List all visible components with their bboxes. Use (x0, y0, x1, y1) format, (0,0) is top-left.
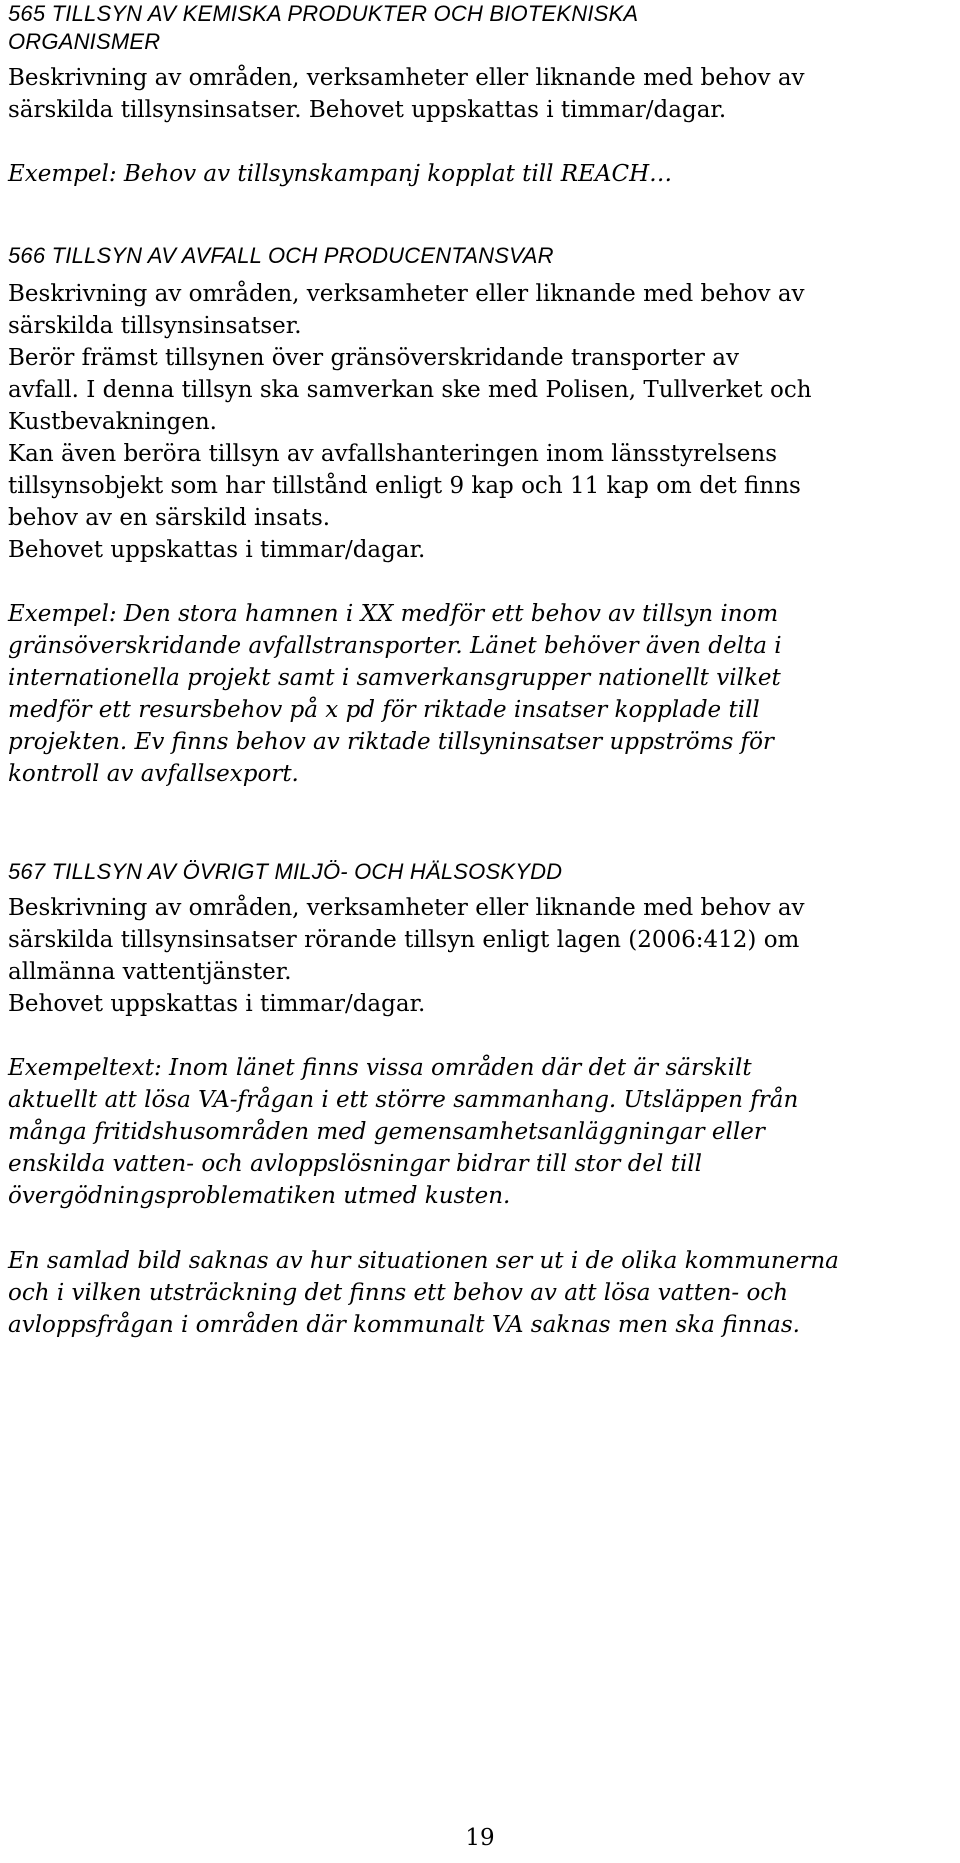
text-line: övergödningsproblematiken utmed kusten. (8, 1183, 511, 1209)
text-line: Beskrivning av områden, verksamheter eller liknande med behov av (8, 281, 805, 307)
text-line: enskilda vatten- och avloppslösningar bidrar till stor del till (8, 1151, 703, 1177)
heading-line: 566 TILLSYN AV AVFALL OCH PRODUCENTANSVAR (8, 243, 554, 268)
heading-line: 565 TILLSYN AV KEMISKA PRODUKTER OCH BIOTEKNISKA (8, 1, 639, 26)
text-line: Berör främst tillsynen över gränsöverskridande transporter av (8, 345, 739, 371)
section-567-description (8, 892, 805, 1020)
section-567-example-1 (8, 1052, 798, 1212)
text-line: Behovet uppskattas i timmar/dagar. (8, 991, 426, 1017)
section-566-example (8, 598, 782, 790)
text-line: En samlad bild saknas av hur situationen ser ut i de olika kommunerna (8, 1248, 839, 1274)
text-line: Beskrivning av områden, verksamheter eller liknande med behov av (8, 895, 805, 921)
section-566-heading (8, 242, 554, 270)
section-565-heading (8, 0, 638, 56)
text-line: avfall. I denna tillsyn ska samverkan ske med Polisen, Tullverket och (8, 377, 812, 403)
section-566-description (8, 278, 812, 566)
text-line: Kustbevakningen. (8, 409, 217, 435)
section-567-example-2 (8, 1245, 839, 1341)
text-line: särskilda tillsynsinsatser rörande tillsyn enligt lagen (2006:412) om (8, 927, 800, 953)
text-line: internationella projekt samt i samverkansgrupper nationellt vilket (8, 665, 781, 691)
text-line: projekten. Ev finns behov av riktade tillsyninsatser uppströms för (8, 729, 774, 755)
text-line: Kan även beröra tillsyn av avfallshanteringen inom länsstyrelsens (8, 441, 778, 467)
text-line: allmänna vattentjänster. (8, 959, 292, 985)
text-line: medför ett resursbehov på x pd för riktade insatser kopplade till (8, 697, 760, 723)
text-line: tillsynsobjekt som har tillstånd enligt 9 kap och 11 kap om det finns (8, 473, 801, 499)
text-line: Exempel: Behov av tillsynskampanj kopplat till REACH… (8, 161, 673, 187)
text-line: Exempeltext: Inom länet finns vissa områden där det är särskilt (8, 1055, 752, 1081)
section-565-example (8, 158, 672, 190)
text-line: särskilda tillsynsinsatser. (8, 313, 302, 339)
text-line: Exempel: Den stora hamnen i XX medför ett behov av tillsyn inom (8, 601, 779, 627)
text-line: avloppsfrågan i områden där kommunalt VA saknas men ska finnas. (8, 1312, 800, 1338)
text-line: Behovet uppskattas i timmar/dagar. (8, 537, 426, 563)
text-line: behov av en särskild insats. (8, 505, 331, 531)
page-number: 19 (465, 1825, 495, 1851)
heading-line: 567 TILLSYN AV ÖVRIGT MILJÖ- OCH HÄLSOSKYDD (8, 859, 563, 884)
text-line: och i vilken utsträckning det finns ett behov av att lösa vatten- och (8, 1280, 789, 1306)
text-line: aktuellt att lösa VA-frågan i ett större sammanhang. Utsläppen från (8, 1087, 799, 1113)
text-line: många fritidshusområden med gemensamhetsanläggningar eller (8, 1119, 765, 1145)
text-line: kontroll av avfallsexport. (8, 761, 299, 787)
text-line: gränsöverskridande avfallstransporter. Länet behöver även delta i (8, 633, 782, 659)
section-567-heading (8, 858, 562, 886)
heading-line: ORGANISMER (8, 29, 161, 54)
text-line: särskilda tillsynsinsatser. Behovet uppskattas i timmar/dagar. (8, 97, 727, 123)
section-565-description (8, 62, 805, 126)
text-line: Beskrivning av områden, verksamheter eller liknande med behov av (8, 65, 805, 91)
